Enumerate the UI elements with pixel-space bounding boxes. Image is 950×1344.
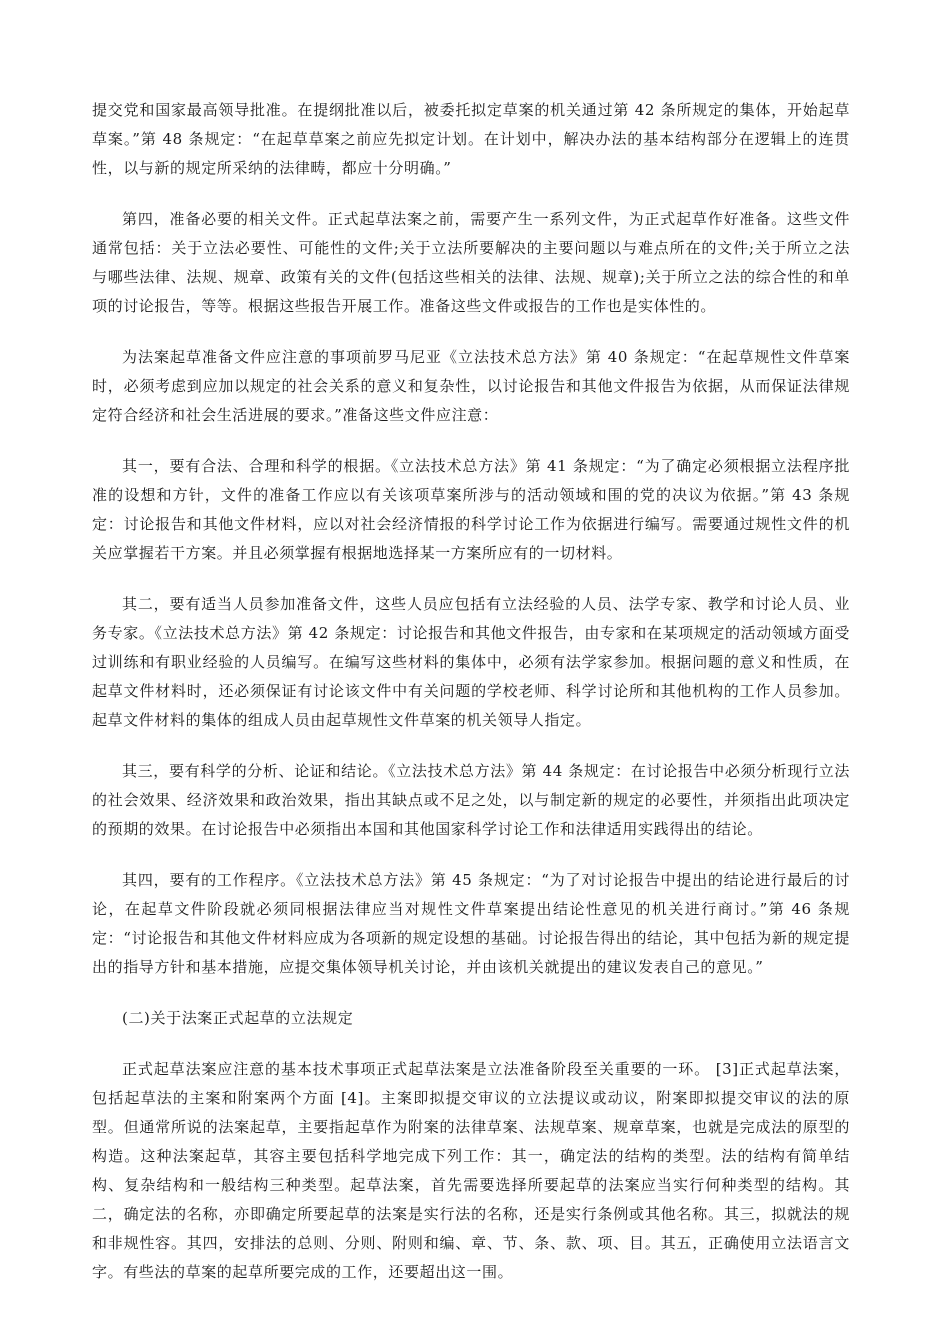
paragraph-continuation: 提交党和国家最高领导批准。在提纲批准以后，被委托拟定草案的机关通过第 42 条所规定的集体，开始起草草案。”第 48 条规定：“在起草草案之前应先拟定计划。在计划中，解决办法的基本结构部分在逻辑上的连贯性，以与新的规定所采纳的法律畴，都应十分明确。” xyxy=(92,101,850,177)
paragraph-point-three: 其三，要有科学的分析、论证和结论。《立法技术总方法》第 44 条规定：在讨论报告中必须分析现行立法的社会效果、经济效果和政治效果，指出其缺点或不足之处，以与制定新的规定的必要性，并须指出此项决定的预期的效果。在讨论报告中必须指出本国和其他国家科学讨论工作和法律适用实践得出的结论。 xyxy=(92,762,850,838)
paragraph-point-four: 其四，要有的工作程序。《立法技术总方法》第 45 条规定：“为了对讨论报告中提出的结论进行最后的讨论，在起草文件阶段就必须同根据法律应当对规性文件草案提出结论性意见的机关进行商讨。”第 46 条规定：“讨论报告和其他文件材料应成为各项新的规定设想的基础。讨论报告得出的结论，其中包括为新的规定提出的指导方针和基本措施，应提交集体领导机关讨论，并由该机关就提出的建议发表自己的意见。” xyxy=(92,871,850,976)
paragraph-point-two: 其二，要有适当人员参加准备文件，这些人员应包括有立法经验的人员、法学专家、教学和讨论人员、业务专家。《立法技术总方法》第 42 条规定：讨论报告和其他文件报告，由专家和在某项规定的活动领域方面受过训练和有职业经验的人员编写。在编写这些材料的集体中，必须有法学家参加。根据问题的意义和性质，在起草文件材料时，还必须保证有讨论该文件中有关问题的学校老师、科学讨论所和其他机构的工作人员参加。起草文件材料的集体的组成人员由起草规性文件草案的机关领导人指定。 xyxy=(92,595,850,729)
paragraph-point-one: 其一，要有合法、合理和科学的根据。《立法技术总方法》第 41 条规定：“为了确定必须根据立法程序批准的设想和方针，文件的准备工作应以有关该项草案所涉与的活动领域和围的党的决议为依据。”第 43 条规定：讨论报告和其他文件材料，应以对社会经济情报的科学讨论工作为依据进行编写。需要通过规性文件的机关应掌握若干方案。并且必须掌握有根据地选择某一方案所应有的一切材料。 xyxy=(92,457,850,562)
document-page xyxy=(92,96,850,1309)
section-heading: (二)关于法案正式起草的立法规定 xyxy=(122,1009,354,1027)
paragraph-formal-drafting: 正式起草法案应注意的基本技术事项正式起草法案是立法准备阶段至关重要的一环。 [3]正式起草法案，包括起草法的主案和附案两个方面 [4]。主案即拟提交审议的立法提议或动议，附案即拟提交审议的法的原型。但通常所说的法案起草，主要指起草作为附案的法律草案、法规草案、规章草案，也就是完成法的原型的构造。这种法案起草，其容主要包括科学地完成下列工作：其一，确定法的结构的类型。法的结构有简单结构、复杂结构和一般结构三种类型。起草法案，首先需要选择所要起草的法案应当实行何种类型的结构。其二，确定法的名称，亦即确定所要起草的法案是实行法的名称，还是实行条例或其他名称。其三，拟就法的规和非规性容。其四，安排法的总则、分则、附则和编、章、节、条、款、项、目。其五，正确使用立法语言文字。有些法的草案的起草所要完成的工作，还要超出这一围。 xyxy=(92,1060,850,1281)
paragraph-romania-article-40: 为法案起草准备文件应注意的事项前罗马尼亚《立法技术总方法》第 40 条规定：“在起草规性文件草案时，必须考虑到应加以规定的社会关系的意义和复杂性，以讨论报告和其他文件报告为依据，从而保证法律规定符合经济和社会生活进展的要求。”准备这些文件应注意： xyxy=(92,348,850,424)
paragraph-fourth-prepare-documents: 第四，准备必要的相关文件。正式起草法案之前，需要产生一系列文件，为正式起草作好准备。这些文件通常包括：关于立法必要性、可能性的文件;关于立法所要解决的主要问题以与难点所在的文件;关于所立之法与哪些法律、法规、规章、政策有关的文件(包括这些相关的法律、法规、规章);关于所立之法的综合性的和单项的讨论报告，等等。根据这些报告开展工作。准备这些文件或报告的工作也是实体性的。 xyxy=(92,210,850,315)
